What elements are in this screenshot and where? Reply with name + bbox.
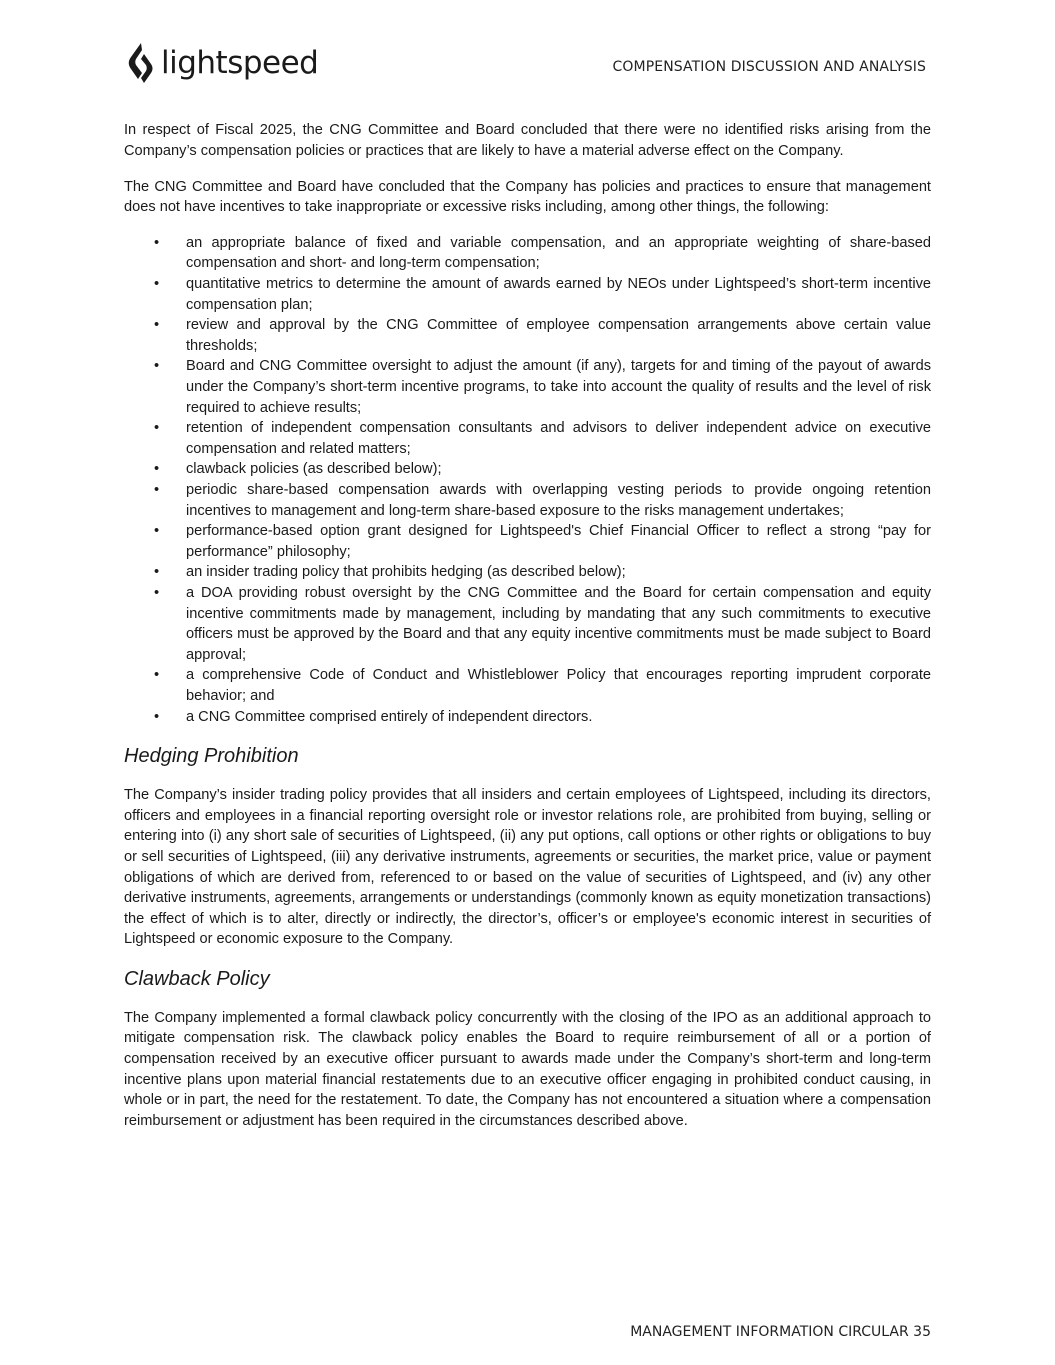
hedging-paragraph: The Company’s insider trading policy provides that all insiders and certain employees of Lightspeed, including its directors, officers and employees in a financial reporting oversight role or investor relations role, are prohibited from buying, selling or entering into (i) any short sale of securities of Lightspeed, (ii) any put options, call options or other rights or obligations to buy or sell securities of Lightspeed, (iii) any derivative instruments, agreements or securities, the market price, value or payment obligations of which are derived from, referenced to or based on the value of securities of Lightspeed, and (iv) any other derivative instruments, agreements, arrangements or understandings (commonly known as equity monetization transactions) the effect of which is to alter, directly or indirectly, the director’s, officer’s or employee's economic interest in securities of Lightspeed or economic exposure to the Company. bbox=[124, 787, 931, 948]
page-footer: MANAGEMENT INFORMATION CIRCULAR 35 bbox=[630, 1324, 931, 1340]
bullet-icon: • bbox=[154, 234, 160, 251]
intro-paragraph-2: The CNG Committee and Board have concluded that the Company has policies and practices to ensure that management does not have incentives to take inappropriate or excessive risks including, among other things, the following: bbox=[124, 178, 931, 216]
intro-paragraph-1: In respect of Fiscal 2025, the CNG Committee and Board concluded that there were no identified risks arising from the Company’s compensation policies or practices that are likely to have a material adverse effect on the Company. bbox=[124, 122, 931, 159]
list-item: • a comprehensive Code of Conduct and Whistleblower Policy that encourages reporting imprudent corporate behavior; and bbox=[154, 667, 931, 704]
bullet-icon: • bbox=[154, 564, 160, 581]
clawback-heading: Clawback Policy bbox=[124, 967, 270, 990]
list-item: • an insider trading policy that prohibits hedging (as described below); bbox=[124, 562, 931, 583]
risk-mitigation-list bbox=[124, 233, 931, 727]
bullet-icon: • bbox=[154, 358, 160, 375]
list-item: • an appropriate balance of fixed and variable compensation, and an appropriate weighting of share-based compensation and short- and long-term compensation; bbox=[154, 234, 931, 272]
bullet-icon: • bbox=[154, 667, 160, 684]
bullet-icon: • bbox=[154, 708, 160, 725]
list-item: • clawback policies (as described below); bbox=[124, 459, 931, 480]
flame-icon bbox=[127, 42, 155, 84]
bullet-icon: • bbox=[154, 461, 160, 478]
logo-wordmark: lightspeed bbox=[161, 44, 319, 81]
list-item: • a CNG Committee comprised entirely of independent directors. bbox=[124, 707, 931, 728]
list-item: • Board and CNG Committee oversight to adjust the amount (if any), targets for and timing of the payout of awards under the Company’s short-term incentive programs, to take into account the quality of results and the level of risk required to achieve results; bbox=[154, 358, 931, 416]
bullet-icon: • bbox=[154, 584, 160, 601]
header-section-title: COMPENSATION DISCUSSION AND ANALYSIS bbox=[612, 59, 926, 75]
bullet-icon: • bbox=[154, 482, 160, 498]
hedging-heading: Hedging Prohibition bbox=[124, 745, 299, 768]
clawback-paragraph: The Company implemented a formal clawback policy concurrently with the closing of the IPO as an additional approach to mitigate compensation risk. The clawback policy enables the Board to require reimbursement of all or a portion of compensation received by an executive officer pursuant to awards made under the Company’s short-term and long-term incentive plans upon material financial restatements due to an executive officer engaging in prohibited conduct causing, in whole or in part, the need for the restatement. To date, the Company has not encountered a situation where a compensation reimbursement or adjustment has been required in the circumstances described above. bbox=[124, 1009, 931, 1129]
document-body bbox=[124, 120, 931, 1131]
bullet-icon: • bbox=[154, 420, 160, 437]
list-item: • a DOA providing robust oversight by the CNG Committee and the Board for certain compensation and equity incentive commitments made by management, including by mandating that any such commitments to executive officers must be approved by the Board and that any equity incentive commitments must be made subject to Board approval; bbox=[154, 584, 931, 663]
list-item: • performance-based option grant designed for Lightspeed's Chief Financial Officer to reflect a strong “pay for performance” philosophy; bbox=[154, 523, 931, 560]
list-item: • periodic share-based compensation awards with overlapping vesting periods to provide ongoing retention incentives to management and long-term share-based exposure to the risks management undertakes; bbox=[154, 482, 931, 519]
list-item: • quantitative metrics to determine the amount of awards earned by NEOs under Lightspeed’s short-term incentive compensation plan; bbox=[154, 276, 931, 313]
list-item: • review and approval by the CNG Committee of employee compensation arrangements above certain value thresholds; bbox=[154, 317, 931, 354]
list-item: • retention of independent compensation consultants and advisors to deliver independent advice on executive compensation and related matters; bbox=[154, 420, 931, 457]
company-logo bbox=[127, 42, 318, 84]
bullet-icon: • bbox=[154, 276, 160, 293]
bullet-icon: • bbox=[154, 523, 160, 540]
bullet-icon: • bbox=[154, 317, 160, 334]
